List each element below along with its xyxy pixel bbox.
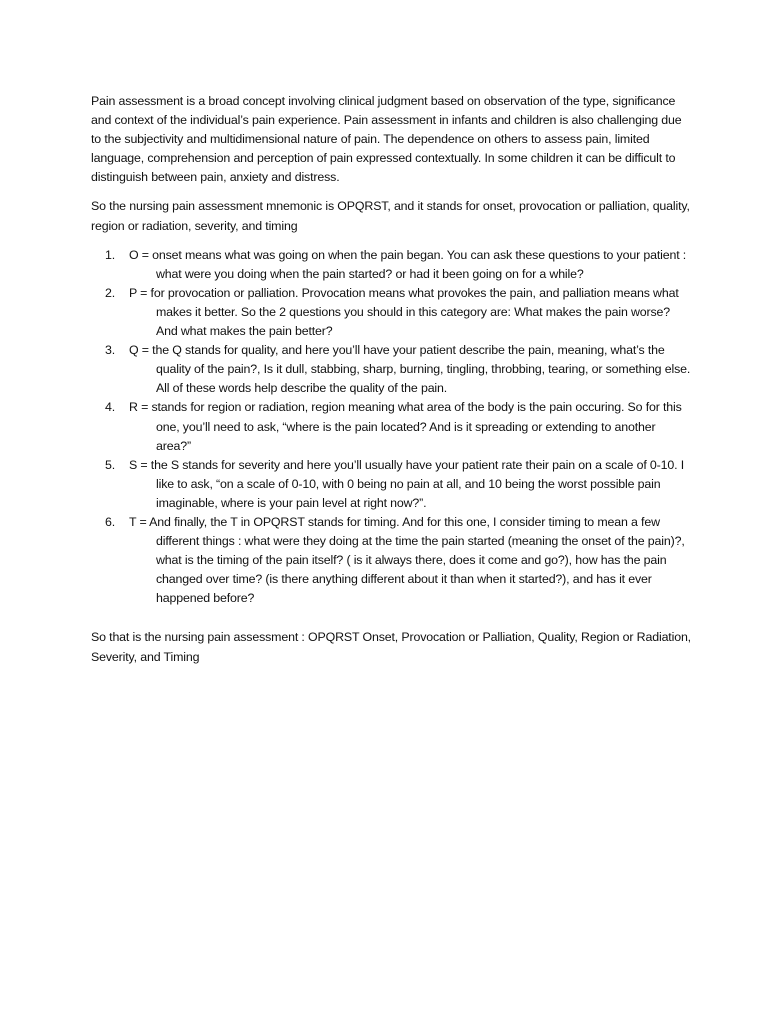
document-body [91,92,691,667]
list-item-number: 3. [105,343,116,358]
list-item-text: Q = the Q stands for quality, and here you’ll have your patient describe the pain, meaning, what’s the quality of the pain?, Is it dull, stabbing, sharp, burning, tingling, throbbing, tearing, or something else. All of these words help describe the quality of the pain. [129,343,691,396]
list-item-text: S = the S stands for severity and here you’ll usually have your patient rate their pain on a scale of 0-10. I like to ask, “on a scale of 0-10, with 0 being no pain at all, and 10 being the worst possible pain imaginable, where is your pain level at right now?”. [129,457,684,510]
list-item-severity [91,456,691,513]
list-item-number: 6. [105,514,116,529]
conclusion-paragraph: So that is the nursing pain assessment : OPQRST Onset, Provocation or Palliation, Quality, Region or Radiation, Severity, and Timing [91,630,691,664]
list-item-number: 1. [105,247,116,262]
intro-paragraph: Pain assessment is a broad concept involving clinical judgment based on observation of the type, significance and context of the individual’s pain experience. Pain assessment in infants and children is also challenging due to the subjectivity and multidimensional nature of pain. The dependence on others to assess pain, limited language, comprehension and perception of pain expressed contextually. In some children it can be difficult to distinguish between pain, anxiety and distress. [91,94,682,185]
list-item-text: R = stands for region or radiation, region meaning what area of the body is the pain occuring. So for this one, you’ll need to ask, “where is the pain located? And is it spreading or extending to another area?” [129,400,682,453]
list-item-text: O = onset means what was going on when the pain began. You can ask these questions to your patient : what were you doing when the pain started? or had it been going on for a while? [129,247,687,281]
list-item-text: T = And finally, the T in OPQRST stands for timing. And for this one, I consider timing to mean a few different things : what were they doing at the time the pain started (meaning the onset of the pain)?, what is the timing of the pain itself? ( is it always there, does it come and go?), how has the pain changed over time? (is there anything different about it than when it started?), and has it ever happened before? [129,514,685,606]
list-item-number: 2. [105,285,116,300]
list-item-quality [91,341,691,398]
list-item-region [91,398,691,455]
list-item-onset [91,246,691,284]
list-item-timing [91,513,691,608]
list-item-text: P = for provocation or palliation. Provocation means what provokes the pain, and palliation means what makes it better. So the 2 questions you should in this category are: What makes the pain worse? And what makes the pain better? [129,285,679,339]
list-item-number: 4. [105,400,116,415]
opqrst-list [91,246,691,609]
list-item-number: 5. [105,457,116,472]
mnemonic-paragraph: So the nursing pain assessment mnemonic is OPQRST, and it stands for onset, provocation or palliation, quality, region or radiation, severity, and timing [91,199,690,233]
list-item-provocation [91,284,691,341]
